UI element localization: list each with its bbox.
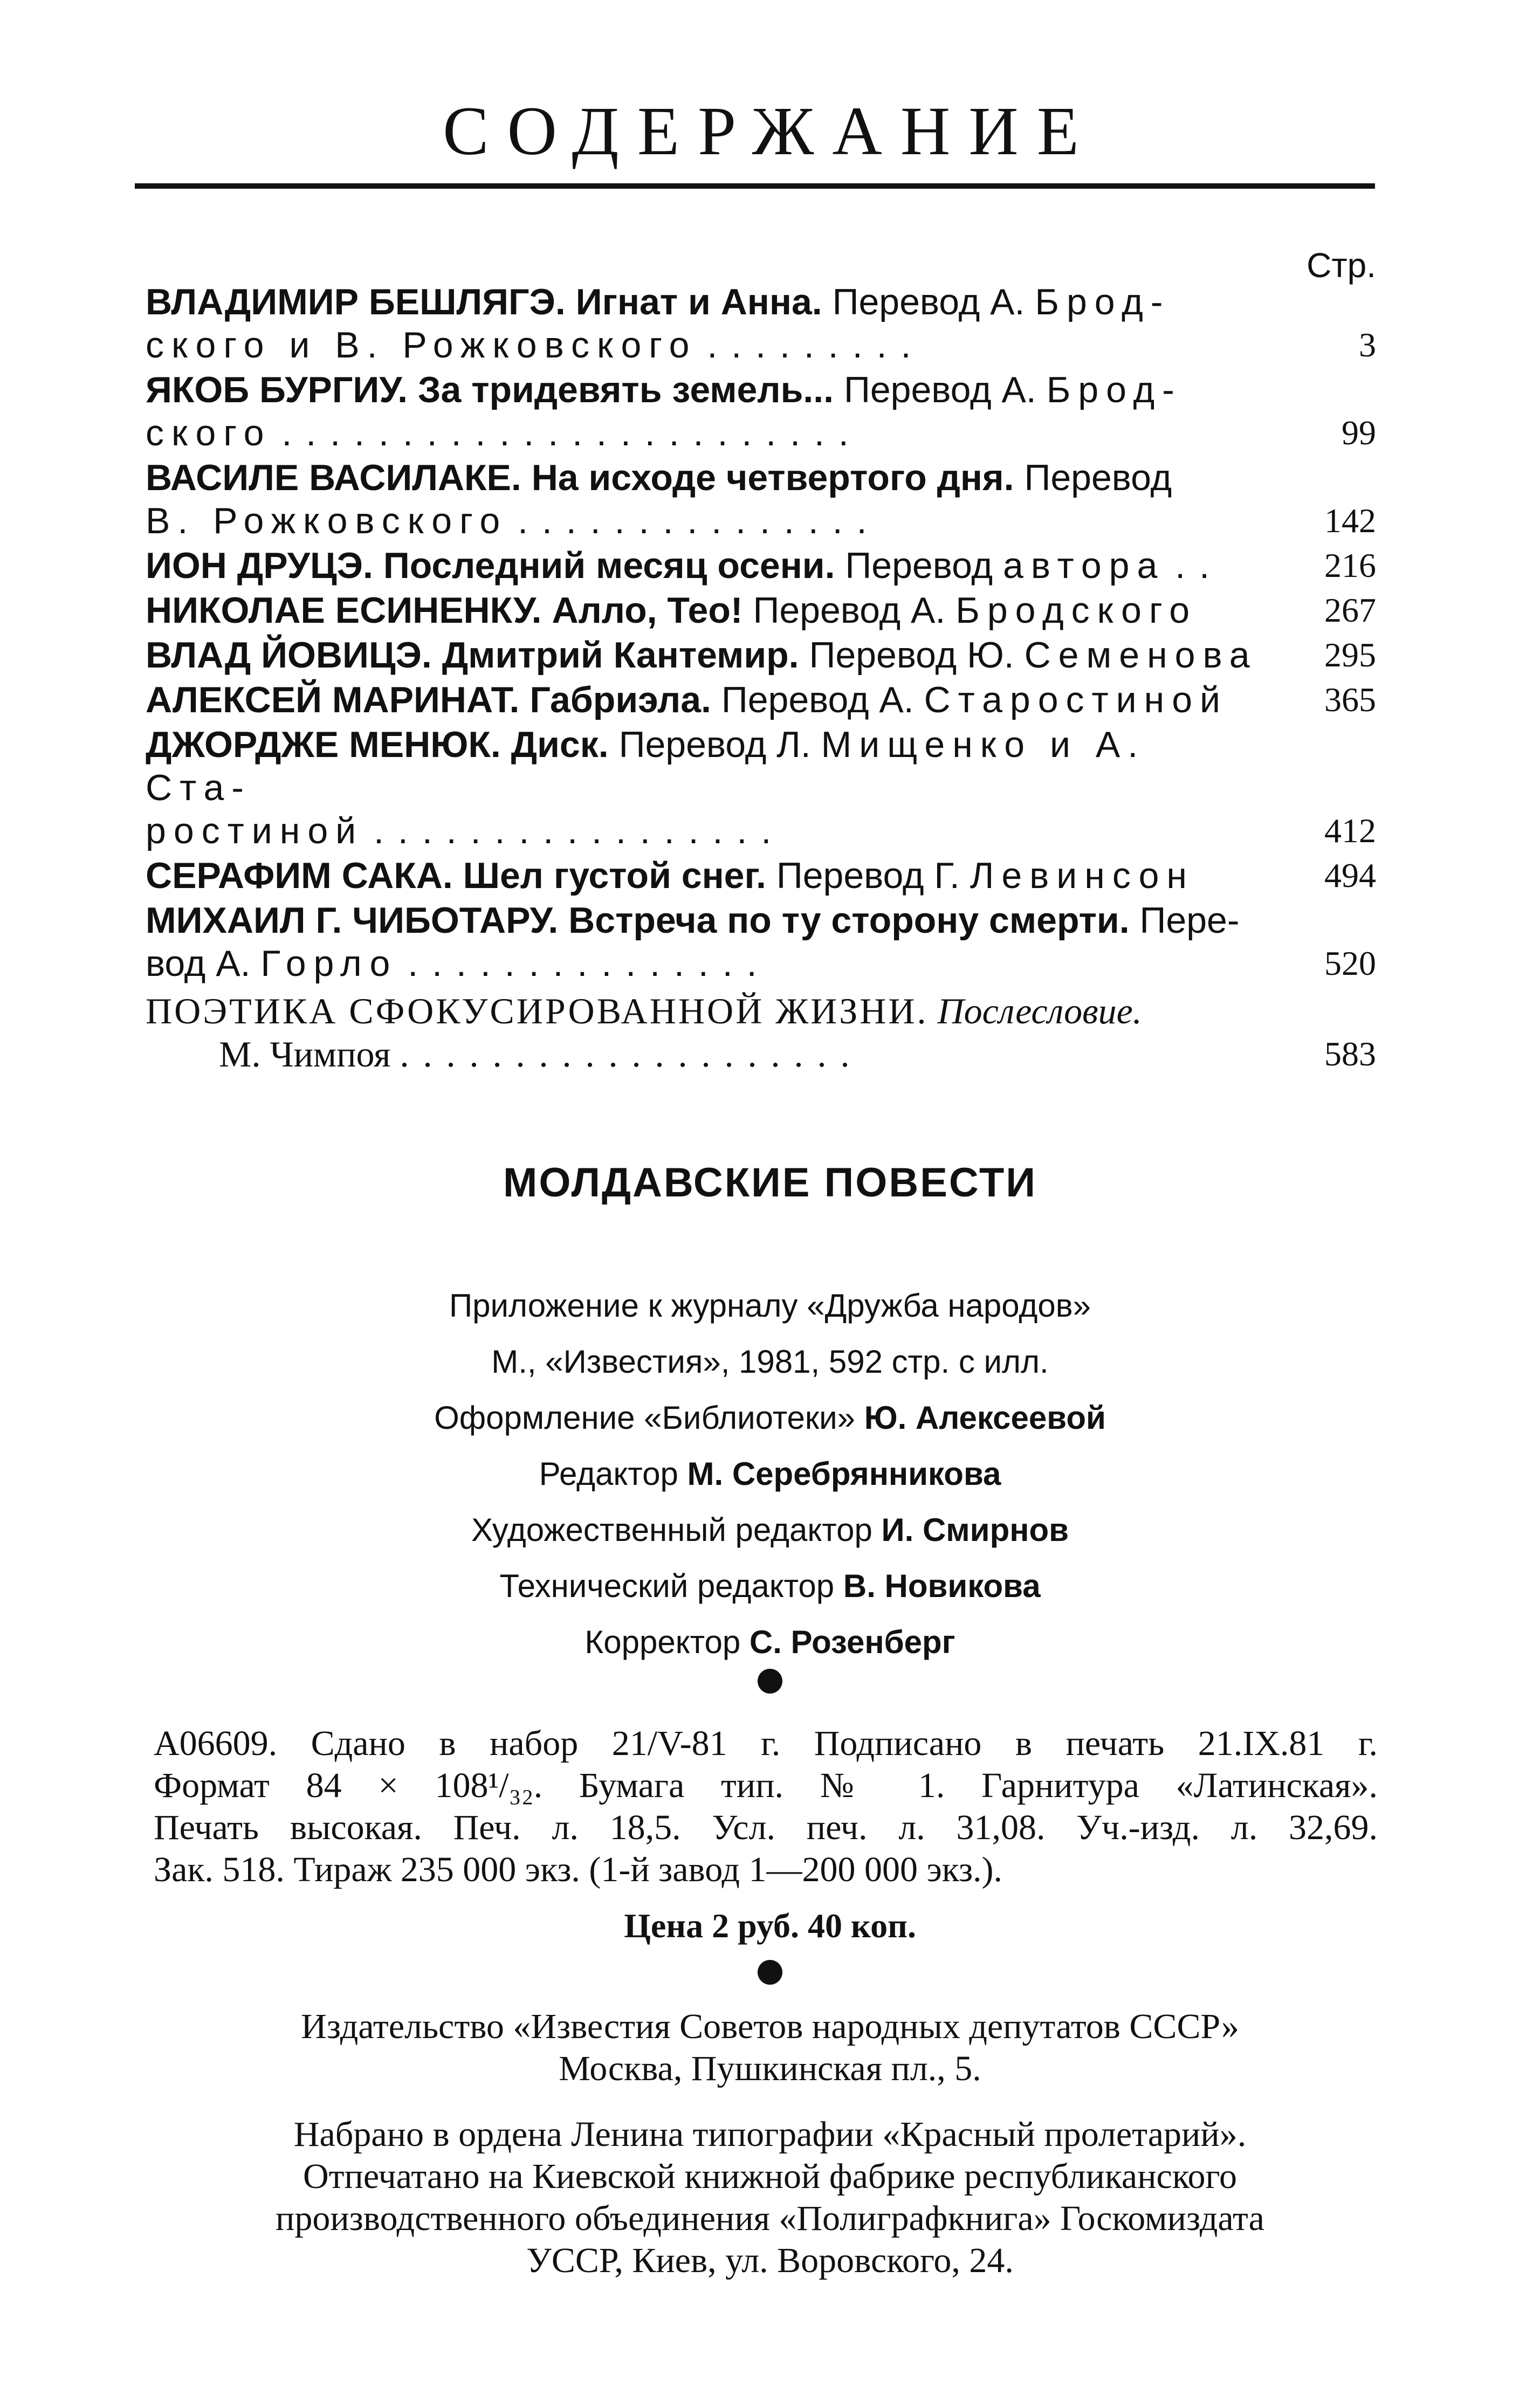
- toc-translator: Перевод Ю.: [809, 635, 1014, 676]
- toc-entry-burgiu[interactable]: [146, 368, 1376, 455]
- toc-entry-beshlyage[interactable]: [146, 280, 1376, 367]
- credits: [0, 1278, 1540, 1670]
- toc-translator: Пере-: [1139, 900, 1240, 941]
- publisher-line: Москва, Пушкинская пл., 5.: [559, 2049, 981, 2088]
- toc-title: За тридевять земель...: [417, 369, 834, 410]
- toc-page-number: 99: [1342, 414, 1376, 452]
- toc-page-number: 583: [1324, 1035, 1376, 1073]
- publication-line: М., «Известия», 1981, 592 стр. с илл.: [491, 1344, 1049, 1380]
- publisher-block: [0, 2006, 1540, 2090]
- toc-page-number: 3: [1359, 326, 1376, 364]
- toc-entry-marinat[interactable]: [146, 678, 1376, 721]
- toc-translator-spaced: В. Рожковского: [146, 500, 508, 541]
- toc-page-number: 365: [1324, 680, 1376, 719]
- toc-page-number: 267: [1324, 591, 1376, 629]
- toc-author: ДЖОРДЖЕ МЕНЮК.: [146, 724, 501, 765]
- toc-entry-afterword[interactable]: [146, 989, 1376, 1076]
- toc-entry-vasilake[interactable]: [146, 456, 1376, 542]
- credit-name: В. Новикова: [843, 1568, 1041, 1604]
- toc-title: Дмитрий Кантемир.: [442, 635, 799, 676]
- credit-role: Технический редактор: [499, 1568, 835, 1604]
- imprint-line: Формат 84 × 108¹/₃₂. Бумага тип. № 1. Гарнитура «Латинская».: [154, 1766, 1378, 1805]
- imprint-line: А06609. Сдано в набор 21/V-81 г. Подписано в печать 21.IX.81 г.: [154, 1724, 1378, 1763]
- toc-title: Алло, Тео!: [552, 590, 743, 631]
- toc-title: На исходе четвертого дня.: [531, 457, 1014, 498]
- price: Цена 2 руб. 40 коп.: [624, 1907, 916, 1945]
- toc-entry-menyuk[interactable]: [146, 723, 1376, 852]
- tech-editor-credit: [0, 1558, 1540, 1614]
- bullet-divider-icon: [758, 1960, 782, 1985]
- toc-translator: Перевод А.: [832, 281, 1025, 322]
- design-credit: [0, 1390, 1540, 1446]
- credit-role: Художественный редактор: [471, 1512, 872, 1548]
- toc-entry-drutse[interactable]: [146, 544, 1376, 587]
- toc-leader-dots: ...............: [408, 943, 771, 984]
- printer-line: Отпечатано на Киевской книжной фабрике республиканского: [303, 2157, 1237, 2196]
- toc-page-number: 216: [1324, 546, 1376, 584]
- proofreader-credit: [0, 1614, 1540, 1670]
- imprint-line: Печать высокая. Печ. л. 18,5. Усл. печ. л. 31,08. Уч.-изд. л. 32,69.: [154, 1808, 1378, 1847]
- toc-leader-dots: .................: [374, 810, 786, 851]
- toc-translator: Перевод А.: [753, 590, 946, 631]
- toc-author: ЯКОБ БУРГИУ.: [146, 369, 408, 410]
- toc-translator-spaced: Брод-: [1035, 281, 1171, 322]
- credit-name: И. Смирнов: [881, 1512, 1069, 1548]
- toc-translator: Перевод Г.: [776, 855, 960, 896]
- printer-line: производственного объединения «Полиграфкнига» Госкомиздата: [276, 2199, 1264, 2238]
- toc-author: ВАСИЛЕ ВАСИЛАКЕ.: [146, 457, 521, 498]
- toc-translator: Перевод А.: [721, 679, 914, 720]
- credit-role: Редактор: [539, 1456, 678, 1492]
- toc-author: ВЛАД ЙОВИЦЭ.: [146, 635, 432, 676]
- toc-translator-spaced: ского и В. Рожковского: [146, 325, 697, 366]
- toc-author: АЛЕКСЕЙ МАРИНАТ.: [146, 679, 520, 720]
- toc-translator-spaced: автора: [1003, 545, 1165, 586]
- table-of-contents: [146, 280, 1376, 1077]
- toc-entry-chibotaru[interactable]: [146, 899, 1376, 985]
- toc-subtitle: Послесловие.: [937, 990, 1142, 1031]
- publisher-line: Издательство «Известия Советов народных депутатов СССР»: [301, 2007, 1239, 2046]
- credit-name: С. Розенберг: [749, 1624, 955, 1660]
- page-title: СОДЕРЖАНИЕ: [443, 93, 1097, 169]
- toc-translator: Перевод А.: [843, 369, 1036, 410]
- toc-leader-dots: ....................: [400, 1034, 864, 1075]
- credit-role: Корректор: [585, 1624, 741, 1660]
- toc-title: Габриэла.: [530, 679, 711, 720]
- toc-translator: вод А.: [146, 943, 251, 984]
- toc-title: ПОЭТИКА СФОКУСИРОВАННОЙ ЖИЗНИ.: [146, 990, 929, 1031]
- printer-line: Набрано в ордена Ленина типографии «Красный пролетарий».: [293, 2115, 1247, 2154]
- printer-block: [0, 2114, 1540, 2282]
- toc-author: ИОН ДРУЦЭ.: [146, 545, 373, 586]
- toc-translator: Перевод: [1024, 457, 1172, 498]
- toc-title: Встреча по ту сторону смерти.: [568, 900, 1130, 941]
- toc-translator-spaced: ского: [146, 412, 272, 453]
- printer-line: УССР, Киев, ул. Воровского, 24.: [526, 2241, 1014, 2280]
- toc-page-number: 142: [1324, 501, 1376, 540]
- credit-role: Оформление «Библиотеки»: [434, 1400, 856, 1436]
- imprint-line: Зак. 518. Тираж 235 000 экз. (1-й завод 1—200 000 экз.).: [154, 1850, 1003, 1889]
- toc-page-number: 520: [1324, 944, 1376, 982]
- toc-leader-dots: ..: [1175, 545, 1223, 586]
- toc-translator-spaced: Старостиной: [924, 679, 1228, 720]
- toc-translator-spaced: Семенова: [1024, 635, 1257, 676]
- toc-translator-spaced: Горло: [260, 943, 398, 984]
- toc-page-number: 295: [1324, 636, 1376, 674]
- editor-credit: [0, 1446, 1540, 1502]
- toc-page-number: 412: [1324, 811, 1376, 850]
- toc-leader-dots: ...............: [518, 500, 881, 541]
- toc-entry-iovitse[interactable]: [146, 634, 1376, 677]
- toc-translator-spaced: Мищенко и А. Ста-: [146, 724, 1146, 808]
- toc-translator: Перевод Л.: [618, 724, 811, 765]
- toc-leader-dots: .........: [707, 325, 925, 366]
- credit-name: М. Серебрянникова: [687, 1456, 1001, 1492]
- toc-title: Игнат и Анна.: [575, 281, 822, 322]
- toc-leader-dots: ........................: [281, 412, 863, 453]
- toc-title: Последний месяц осени.: [383, 545, 835, 586]
- supplement-line: Приложение к журналу «Дружба народов»: [449, 1288, 1091, 1324]
- toc-translator: Перевод: [845, 545, 993, 586]
- title-rule: [135, 183, 1375, 189]
- toc-entry-saka[interactable]: [146, 854, 1376, 897]
- toc-page-number: 494: [1324, 856, 1376, 894]
- art-editor-credit: [0, 1502, 1540, 1558]
- book-title: МОЛДАВСКИЕ ПОВЕСТИ: [503, 1160, 1037, 1206]
- toc-author: НИКОЛАЕ ЕСИНЕНКУ.: [146, 590, 542, 631]
- bullet-divider-icon: [758, 1669, 782, 1694]
- imprint-block: [154, 1723, 1378, 1891]
- toc-title: Диск.: [511, 724, 609, 765]
- toc-title: Шел густой снег.: [463, 855, 766, 896]
- toc-author: ВЛАДИМИР БЕШЛЯГЭ.: [146, 281, 566, 322]
- toc-translator-spaced: Левинсон: [970, 855, 1194, 896]
- toc-author: М. Чимпоя: [219, 1034, 391, 1075]
- page-column-label: Стр.: [1307, 246, 1376, 285]
- toc-author: СЕРАФИМ САКА.: [146, 855, 453, 896]
- toc-entry-esinenku[interactable]: [146, 589, 1376, 632]
- toc-translator-spaced: ростиной: [146, 810, 364, 851]
- toc-translator-spaced: Бродского: [955, 590, 1198, 631]
- credit-name: Ю. Алексеевой: [864, 1400, 1106, 1436]
- toc-author: МИХАИЛ Г. ЧИБОТАРУ.: [146, 900, 559, 941]
- toc-translator-spaced: Брод-: [1046, 369, 1182, 410]
